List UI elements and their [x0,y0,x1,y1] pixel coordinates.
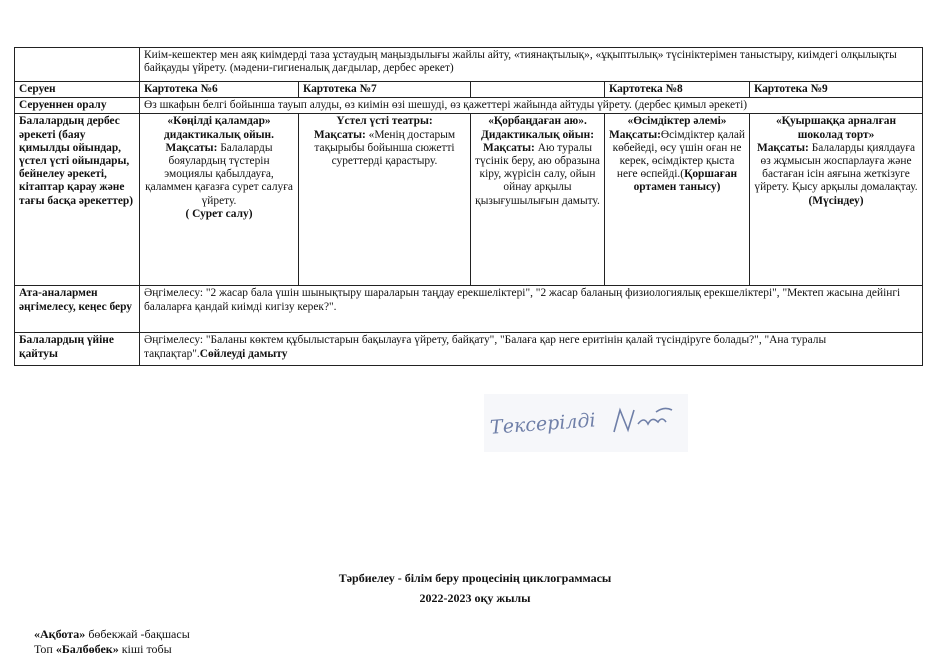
activity-title: Үстел үсті театры: [336,115,433,128]
table-row-home [15,333,923,366]
table-row [15,48,923,82]
table-row-return [15,98,923,114]
going-home-label: Балалардың үйіне қайтуы [15,333,140,366]
activity-title: «Көңілді қаламдар» дидактикалық ойын. [164,115,274,141]
activity-col-1 [140,114,299,286]
going-home-cell [140,333,923,366]
aim-text: Өсімдіктер қалай көбейеді, өсу үшін оған не керек, өсімдіктер қыста неге өспейді.( [612,128,745,181]
activity-title: «Өсімдіктер әлемі» [627,115,727,128]
aim-text: Балаларды бояулардың түстерін эмоциялы қабылдауға, қаламмен қағазға сурет салуға үйрету. [145,141,293,207]
walk-card-6: Картотека №6 [140,82,299,98]
group-name: «Балбөбек» [55,642,119,656]
activity-col-3 [471,114,605,286]
cyclogram-table [14,47,923,366]
walk-card-empty [471,82,605,98]
walk-label: Серуен [15,82,140,98]
activity-col-4 [605,114,750,286]
aim-label: Мақсаты: [609,128,661,141]
table-row-walk [15,82,923,98]
activity-title: «Қуыршаққа арналған шоколад торт» [775,115,897,141]
aim-text: Балаларды қиялдауға өз жұмысын жоспарлауға және бастаған ісін аяғына жеткізуге үйрету. Қысу арқылы домалақтау. [754,141,918,194]
activity-title: «Қорбаңдаған аю». Дидактикалық ойын: [481,115,594,141]
aim-label: Мақсаты: [165,141,218,154]
walk-card-7: Картотека №7 [299,82,471,98]
footer-title: Тәрбиелеу - білім беру процесінің циклограммасы [338,571,612,585]
parents-text: Әңгімелесу: "2 жасар бала үшін шынықтыру шараларын таңдау ерекшеліктері", "2 жасар баланың физиологиялық ерекшеліктері", "Мектеп жасына дейінгі балаларға қандай киімді кигізу керек?". [140,286,923,333]
aim-label: Мақсаты: [482,141,535,154]
kindergarten-name-line [34,627,190,642]
row-label-empty [15,48,140,82]
group-line [34,642,172,657]
group-prefix: Топ [34,642,53,656]
signature-stamp [484,394,688,452]
aim-label: Мақсаты: [756,141,809,154]
going-home-note: Сөйлеуді дамыту [199,347,288,360]
activity-label: Балалардың дербес әрекеті (баяу қимылды ойындар, үстел үсті ойындары, бейнелеу әрекеті, кітаптар қарау және тағы басқа әрекеттер) [15,114,140,286]
walk-card-9: Картотека №9 [750,82,923,98]
kindergarten-name: «Ақбота» [34,627,86,641]
return-walk-text: Өз шкафын белгі бойынша тауып алуды, өз киімін өзі шешуді, өз қажеттері жайында айтуды үйрету. (дербес қимыл әрекеті) [140,98,923,114]
activity-col-2 [299,114,471,286]
activity-note: Қоршаған ортамен танысу) [633,168,738,194]
group-suffix: кіші тобы [121,642,172,656]
aim-label: Мақсаты: [313,128,366,141]
footer-year: 2022-2023 оқу жылы [419,591,531,605]
activity-note: ( Сурет салу) [185,207,253,220]
going-home-text: Әңгімелесу: "Баланы көктем құбылыстарын бақылауға үйрету, байқату", "Балаға қар неге еритінін қалай түсіндіруге болады?", "Ана туралы тақпақтар". [144,334,827,360]
hygiene-text: Киім-кешектер мен аяқ киімдерді таза ұстаудың маңыздылығы жайлы айту, «тиянақтылық», «ұқыптылық» түсініктерімен таныстыру, киімдегі олқылықты байқауды үйрету. (мәдени-гигиеналық дағдылар, дербес әрекет) [140,48,923,82]
table-row-parents [15,286,923,333]
activity-note: (Мүсіндеу) [808,194,864,207]
return-walk-label: Серуеннен оралу [15,98,140,114]
signature-text: Тексерілді [489,409,597,439]
parents-label: Ата-аналармен әңгімелесу, кеңес беру [15,286,140,333]
aim-text: «Менің достарым тақырыбы бойынша сюжетті суреттерді қарастыру. [314,128,456,168]
table-row-activity [15,114,923,286]
aim-text: Аю туралы түсінік беру, аю образына кіру, жүрісін салу, ойын ойнау арқылы қызығушылығын дамыту. [475,141,600,207]
walk-card-8: Картотека №8 [605,82,750,98]
kindergarten-type: бөбекжай -бақшасы [88,627,190,641]
activity-col-5 [750,114,923,286]
